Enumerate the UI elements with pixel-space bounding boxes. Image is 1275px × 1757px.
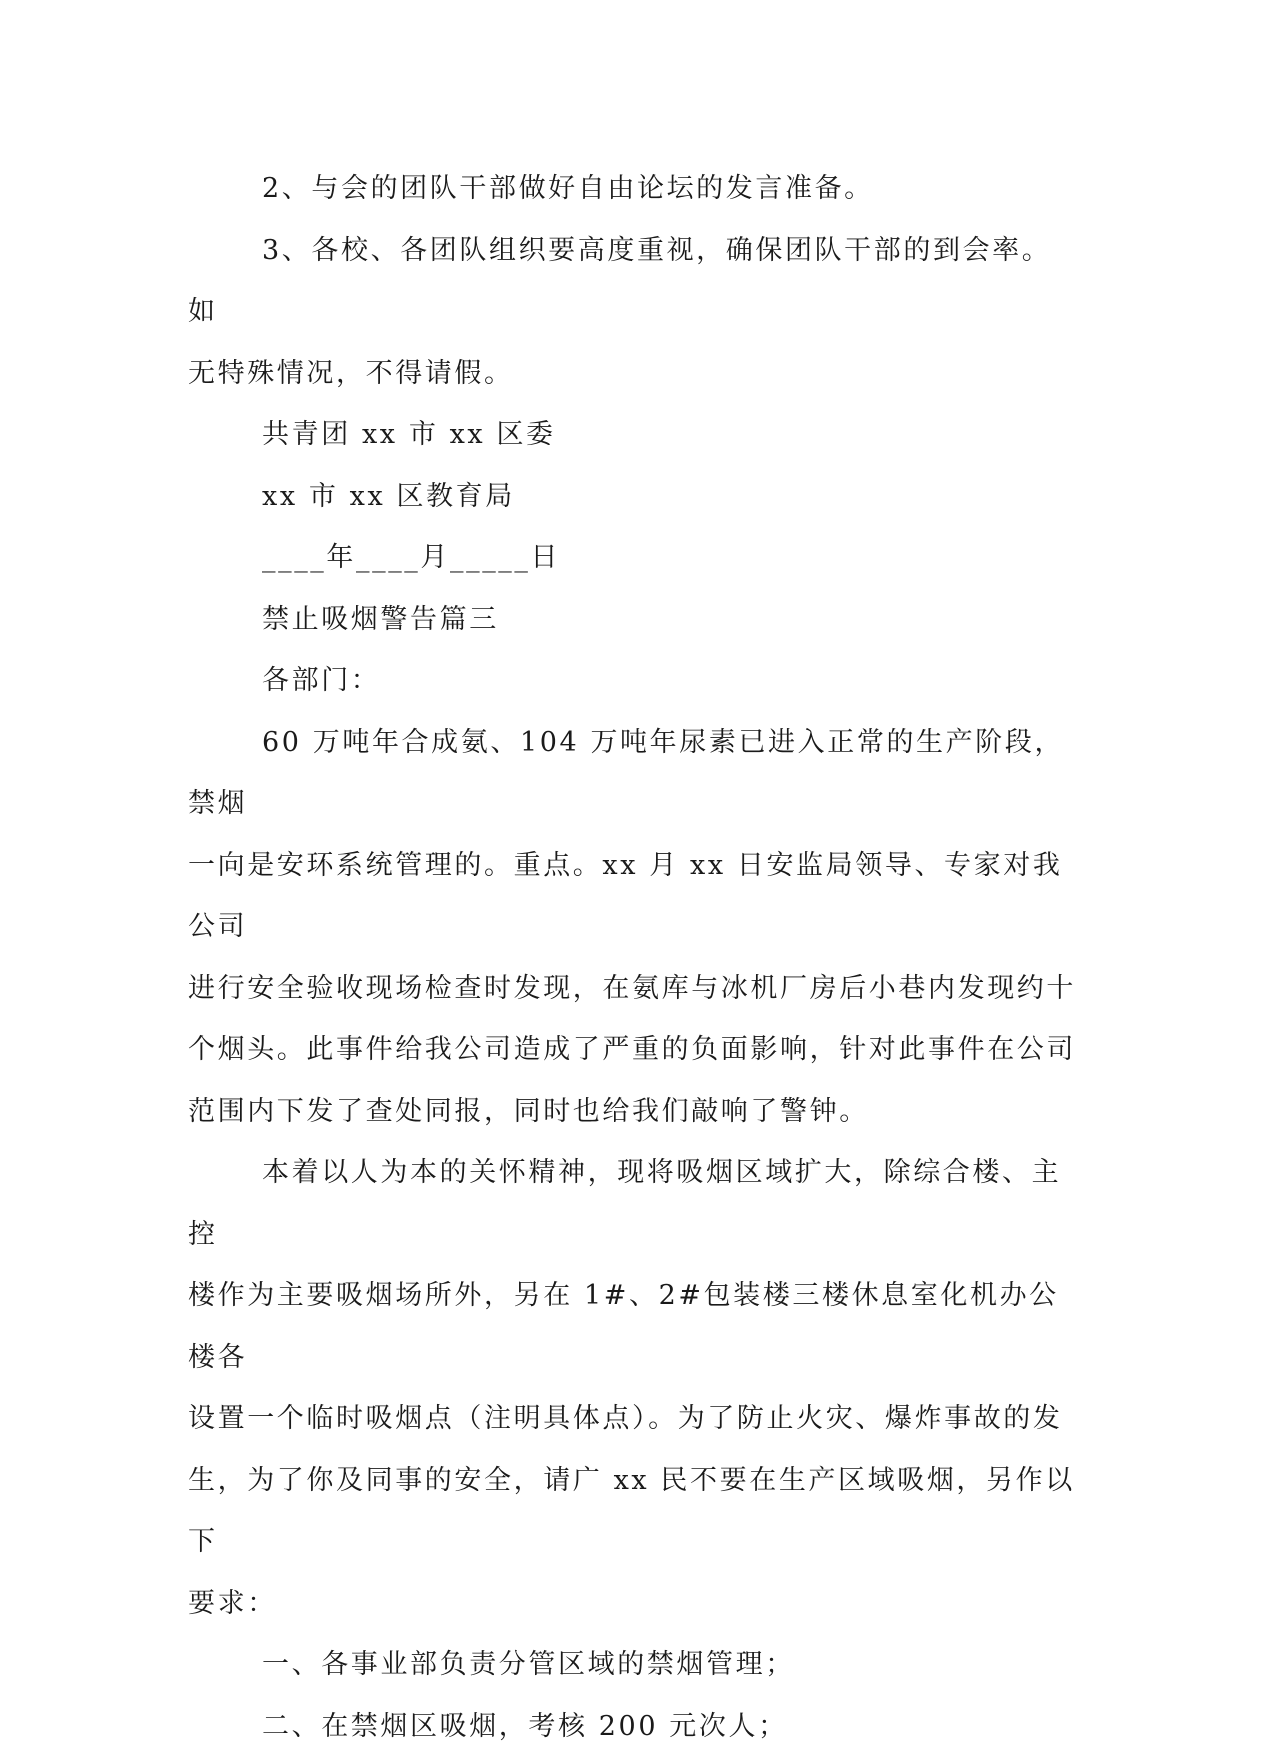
salutation: 各部门： [188,650,1078,712]
text-line-15: 楼作为主要吸烟场所外，另在 1#、2#包装楼三楼休息室化机办公楼各 [188,1265,1078,1388]
section-heading: 禁止吸烟警告篇三 [188,589,1078,651]
text-line-14: 本着以人为本的关怀精神，现将吸烟区域扩大，除综合楼、主控 [188,1142,1078,1265]
text-line-2: 3、各校、各团队组织要高度重视，确保团队干部的到会率。如 [188,220,1078,343]
text-line-10: 一向是安环系统管理的。重点。xx 月 xx 日安监局领导、专家对我公司 [188,835,1078,958]
text-line-1: 2、与会的团队干部做好自由论坛的发言准备。 [188,158,1078,220]
text-line-13: 范围内下发了查处同报，同时也给我们敲响了警钟。 [188,1081,1078,1143]
text-line-18: 要求： [188,1573,1078,1635]
text-line-17: 生，为了你及同事的安全，请广 xx 民不要在生产区域吸烟，另作以下 [188,1450,1078,1573]
signature-org-1: 共青团 xx 市 xx 区委 [188,404,1078,466]
document-page [188,158,1078,1757]
requirement-item-1: 一、各事业部负责分管区域的禁烟管理； [188,1634,1078,1696]
text-line-3: 无特殊情况，不得请假。 [188,343,1078,405]
signature-date: ____年____月_____日 [188,527,1078,589]
text-line-12: 个烟头。此事件给我公司造成了严重的负面影响，针对此事件在公司 [188,1019,1078,1081]
requirement-item-2: 二、在禁烟区吸烟，考核 200 元次人； [188,1696,1078,1757]
text-line-9: 60 万吨年合成氨、104 万吨年尿素已进入正常的生产阶段，禁烟 [188,712,1078,835]
text-line-16: 设置一个临时吸烟点（注明具体点）。为了防止火灾、爆炸事故的发 [188,1388,1078,1450]
text-line-11: 进行安全验收现场检查时发现，在氨库与冰机厂房后小巷内发现约十 [188,958,1078,1020]
signature-org-2: xx 市 xx 区教育局 [188,466,1078,528]
